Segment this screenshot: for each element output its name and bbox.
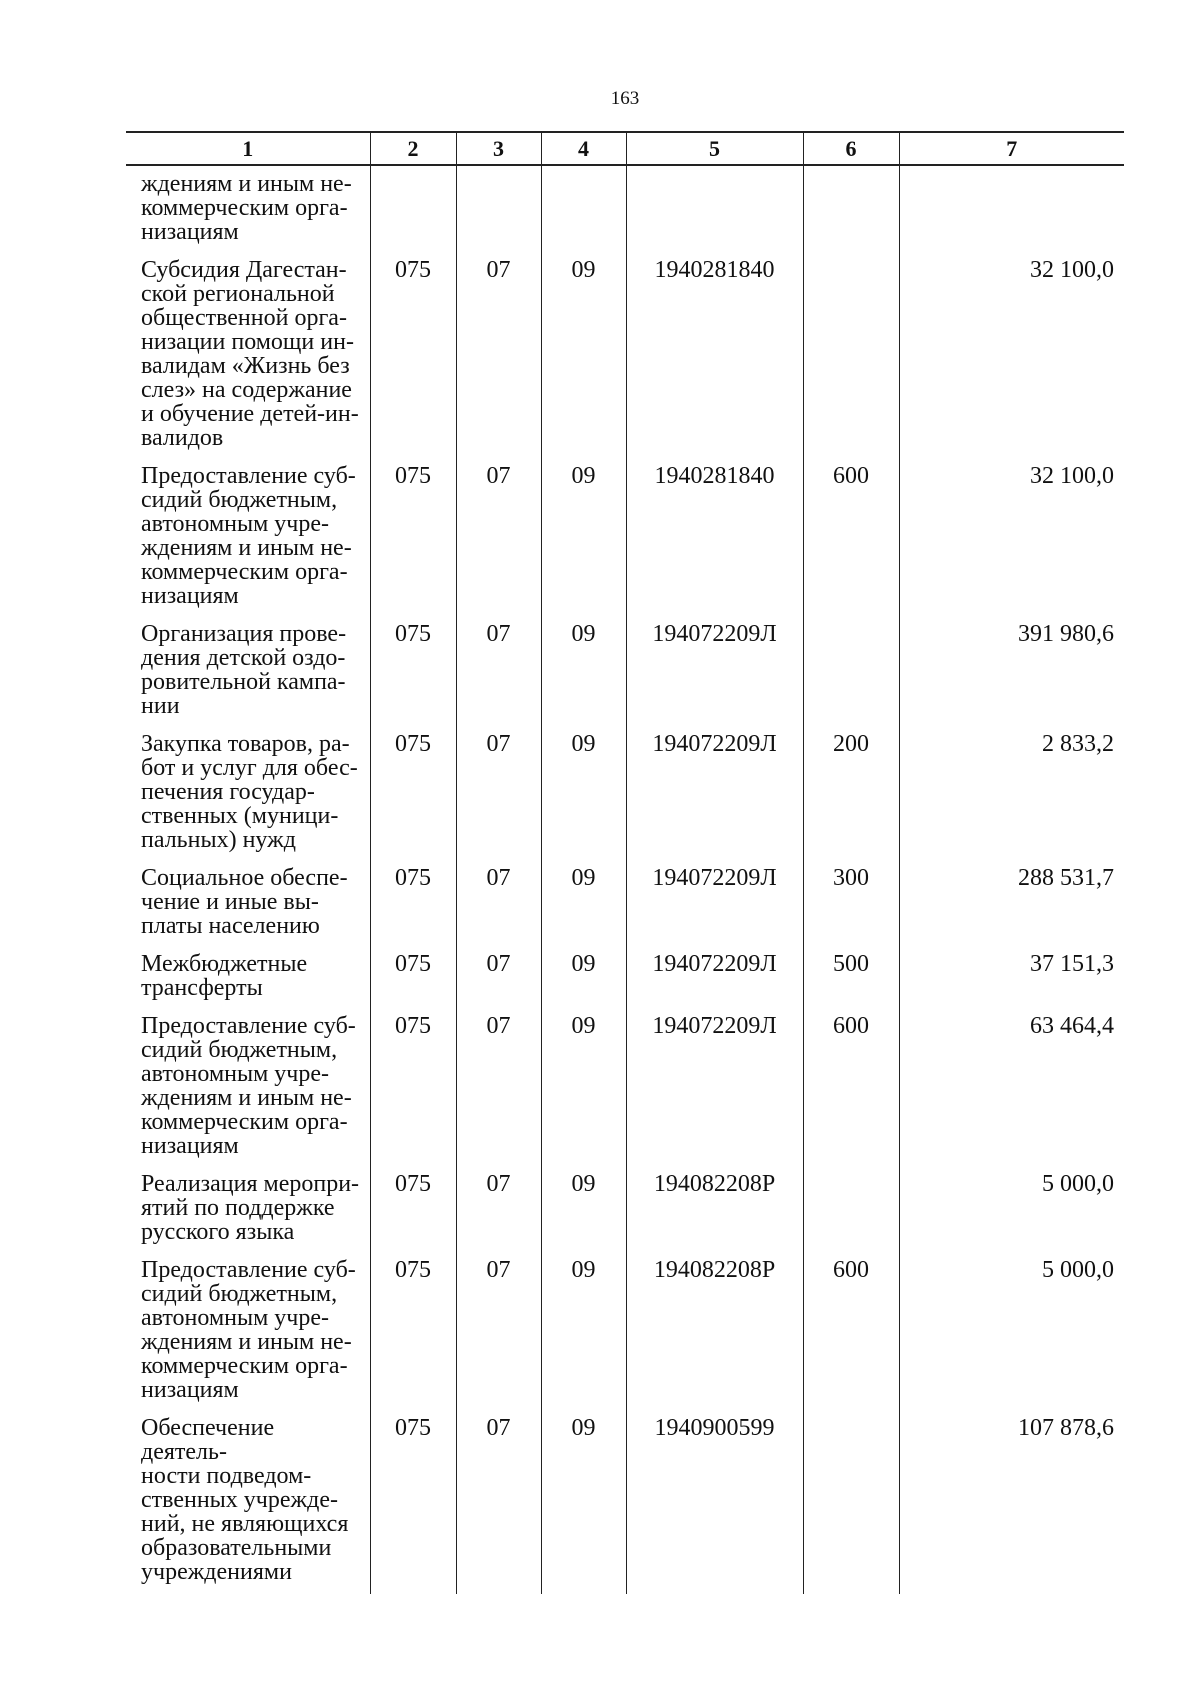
row-expense-type <box>803 165 899 248</box>
row-subsection-text: 09 <box>571 865 596 891</box>
row-section-text: 07 <box>486 621 511 647</box>
row-subsection-text: 09 <box>571 951 596 977</box>
table-row <box>126 1004 1124 1162</box>
row-amount <box>899 454 1124 612</box>
row-section-text: 07 <box>486 951 511 977</box>
row-ministry-code <box>370 1162 456 1248</box>
row-subsection <box>541 1162 626 1248</box>
row-subsection <box>541 1406 626 1594</box>
row-expense-type <box>803 1004 899 1162</box>
row-section <box>456 248 541 454</box>
column-header: 1 <box>126 132 370 165</box>
row-target-article <box>626 1162 803 1248</box>
row-amount-text: 63 464,4 <box>1030 1013 1114 1039</box>
row-amount-text: 288 531,7 <box>1018 865 1114 891</box>
row-description <box>126 454 370 612</box>
row-target-article-text: 1940281840 <box>654 257 775 283</box>
row-description-text: Предоставление суб- сидий бюджетным, автономным учре- ждениям и иным не- коммерческим орга- низациям <box>141 1013 356 1159</box>
row-description <box>126 1248 370 1406</box>
row-target-article-text: 1940900599 <box>654 1415 775 1441</box>
row-ministry-code-text: 075 <box>395 1013 431 1039</box>
table-row <box>126 856 1124 942</box>
row-target-article <box>626 942 803 1004</box>
row-ministry-code <box>370 1248 456 1406</box>
row-description-text: ждениям и иным не- коммерческим орга- низациям <box>141 171 352 245</box>
row-amount <box>899 1162 1124 1248</box>
row-section <box>456 454 541 612</box>
row-section-text: 07 <box>486 1257 511 1283</box>
column-header: 6 <box>803 132 899 165</box>
row-ministry-code-text: 075 <box>395 463 431 489</box>
row-description-text: Закупка товаров, ра- бот и услуг для обес- печения государ- ственных (муници- пальных) нужд <box>141 731 358 853</box>
row-target-article <box>626 1248 803 1406</box>
column-header: 4 <box>541 132 626 165</box>
row-ministry-code <box>370 612 456 722</box>
row-expense-type-text: 600 <box>833 1257 869 1283</box>
row-description <box>126 1162 370 1248</box>
row-description <box>126 1004 370 1162</box>
row-target-article-text: 194082208Р <box>653 1257 776 1283</box>
row-ministry-code-text: 075 <box>395 1171 431 1197</box>
row-ministry-code <box>370 1004 456 1162</box>
row-description <box>126 612 370 722</box>
row-section <box>456 722 541 856</box>
row-amount-text: 107 878,6 <box>1018 1415 1114 1441</box>
row-amount <box>899 1004 1124 1162</box>
row-amount <box>899 942 1124 1004</box>
row-subsection <box>541 856 626 942</box>
row-subsection <box>541 612 626 722</box>
row-section-text: 07 <box>486 1013 511 1039</box>
row-ministry-code <box>370 248 456 454</box>
row-description <box>126 942 370 1004</box>
row-subsection <box>541 942 626 1004</box>
row-description-text: Субсидия Дагестан- ской региональной общественной орга- низации помощи ин- валидам «Жизнь без слез» на содержание и обучение детей-ин- валидов <box>141 257 359 451</box>
row-ministry-code <box>370 942 456 1004</box>
table-row <box>126 1406 1124 1594</box>
row-ministry-code-text: 075 <box>395 257 431 283</box>
row-description <box>126 722 370 856</box>
budget-table-container <box>126 131 1124 1594</box>
row-subsection-text: 09 <box>571 1415 596 1441</box>
table-row <box>126 165 1124 248</box>
row-section-text: 07 <box>486 463 511 489</box>
row-subsection <box>541 1248 626 1406</box>
row-amount-text: 32 100,0 <box>1030 257 1114 283</box>
row-amount <box>899 1248 1124 1406</box>
row-target-article <box>626 248 803 454</box>
row-ministry-code-text: 075 <box>395 1257 431 1283</box>
row-subsection <box>541 722 626 856</box>
row-expense-type-text: 600 <box>833 1013 869 1039</box>
row-subsection <box>541 165 626 248</box>
row-expense-type <box>803 1162 899 1248</box>
row-expense-type <box>803 454 899 612</box>
row-description <box>126 1406 370 1594</box>
row-ministry-code-text: 075 <box>395 621 431 647</box>
row-description-text: Обеспечение деятель- ности подведом- ственных учрежде- ний, не являющихся образовательными учреждениями <box>141 1415 349 1585</box>
row-ministry-code <box>370 722 456 856</box>
row-subsection <box>541 248 626 454</box>
row-ministry-code-text: 075 <box>395 1415 431 1441</box>
page-number: 163 <box>610 88 640 109</box>
row-section-text: 07 <box>486 865 511 891</box>
row-subsection-text: 09 <box>571 1013 596 1039</box>
row-expense-type-text: 200 <box>833 731 869 757</box>
table-body <box>126 165 1124 1594</box>
row-target-article <box>626 165 803 248</box>
row-amount <box>899 165 1124 248</box>
row-target-article-text: 194072209Л <box>652 865 777 891</box>
row-expense-type <box>803 1248 899 1406</box>
row-description-text: Межбюджетные трансферты <box>141 951 308 1001</box>
row-description-text: Социальное обеспе- чение и иные вы- платы населению <box>141 865 348 939</box>
row-expense-type <box>803 722 899 856</box>
column-header: 7 <box>899 132 1124 165</box>
column-header: 3 <box>456 132 541 165</box>
table-row <box>126 942 1124 1004</box>
row-expense-type-text: 300 <box>833 865 869 891</box>
row-target-article-text: 194082208Р <box>653 1171 776 1197</box>
row-expense-type <box>803 942 899 1004</box>
row-target-article <box>626 1406 803 1594</box>
budget-table <box>126 131 1124 1594</box>
row-subsection-text: 09 <box>571 1257 596 1283</box>
row-ministry-code-text: 075 <box>395 951 431 977</box>
row-description <box>126 248 370 454</box>
row-subsection-text: 09 <box>571 1171 596 1197</box>
row-subsection-text: 09 <box>571 257 596 283</box>
row-description <box>126 856 370 942</box>
row-expense-type-text: 600 <box>833 463 869 489</box>
row-amount <box>899 248 1124 454</box>
row-target-article <box>626 454 803 612</box>
row-amount-text: 32 100,0 <box>1030 463 1114 489</box>
row-target-article <box>626 612 803 722</box>
row-description-text: Предоставление суб- сидий бюджетным, автономным учре- ждениям и иным не- коммерческим орга- низациям <box>141 1257 356 1403</box>
row-section-text: 07 <box>486 257 511 283</box>
table-row <box>126 1162 1124 1248</box>
column-header: 2 <box>370 132 456 165</box>
row-amount <box>899 722 1124 856</box>
row-target-article-text: 194072209Л <box>652 621 777 647</box>
row-subsection-text: 09 <box>571 463 596 489</box>
row-description-text: Организация прове- дения детской оздо- ровительной кампа- нии <box>141 621 347 719</box>
row-section-text: 07 <box>486 1415 511 1441</box>
row-target-article-text: 194072209Л <box>652 1013 777 1039</box>
row-ministry-code <box>370 165 456 248</box>
row-expense-type <box>803 1406 899 1594</box>
row-expense-type <box>803 856 899 942</box>
row-section <box>456 942 541 1004</box>
row-amount <box>899 856 1124 942</box>
row-ministry-code-text: 075 <box>395 731 431 757</box>
column-header: 5 <box>626 132 803 165</box>
header-row <box>126 132 1124 165</box>
row-section <box>456 856 541 942</box>
row-expense-type <box>803 612 899 722</box>
row-amount-text: 5 000,0 <box>1042 1171 1114 1197</box>
table-row <box>126 1248 1124 1406</box>
row-amount-text: 2 833,2 <box>1042 731 1114 757</box>
row-subsection-text: 09 <box>571 621 596 647</box>
row-target-article <box>626 722 803 856</box>
row-expense-type <box>803 248 899 454</box>
row-amount <box>899 1406 1124 1594</box>
row-ministry-code <box>370 1406 456 1594</box>
row-target-article-text: 1940281840 <box>654 463 775 489</box>
row-section <box>456 612 541 722</box>
row-target-article <box>626 1004 803 1162</box>
row-section <box>456 1162 541 1248</box>
row-expense-type-text: 500 <box>833 951 869 977</box>
row-target-article <box>626 856 803 942</box>
row-amount-text: 37 151,3 <box>1030 951 1114 977</box>
row-section <box>456 1406 541 1594</box>
row-subsection-text: 09 <box>571 731 596 757</box>
row-target-article-text: 194072209Л <box>652 951 777 977</box>
row-target-article-text: 194072209Л <box>652 731 777 757</box>
table-row <box>126 248 1124 454</box>
table-row <box>126 454 1124 612</box>
row-section <box>456 1004 541 1162</box>
table-row <box>126 722 1124 856</box>
row-amount <box>899 612 1124 722</box>
table-row <box>126 612 1124 722</box>
row-description-text: Предоставление суб- сидий бюджетным, автономным учре- ждениям и иным не- коммерческим орга- низациям <box>141 463 356 609</box>
row-subsection <box>541 1004 626 1162</box>
row-section-text: 07 <box>486 731 511 757</box>
row-amount-text: 391 980,6 <box>1018 621 1114 647</box>
row-description-text: Реализация меропри- ятий по поддержке русского языка <box>141 1171 360 1245</box>
row-subsection <box>541 454 626 612</box>
row-ministry-code-text: 075 <box>395 865 431 891</box>
row-ministry-code <box>370 856 456 942</box>
row-amount-text: 5 000,0 <box>1042 1257 1114 1283</box>
row-section <box>456 1248 541 1406</box>
row-section <box>456 165 541 248</box>
row-ministry-code <box>370 454 456 612</box>
row-section-text: 07 <box>486 1171 511 1197</box>
row-description <box>126 165 370 248</box>
